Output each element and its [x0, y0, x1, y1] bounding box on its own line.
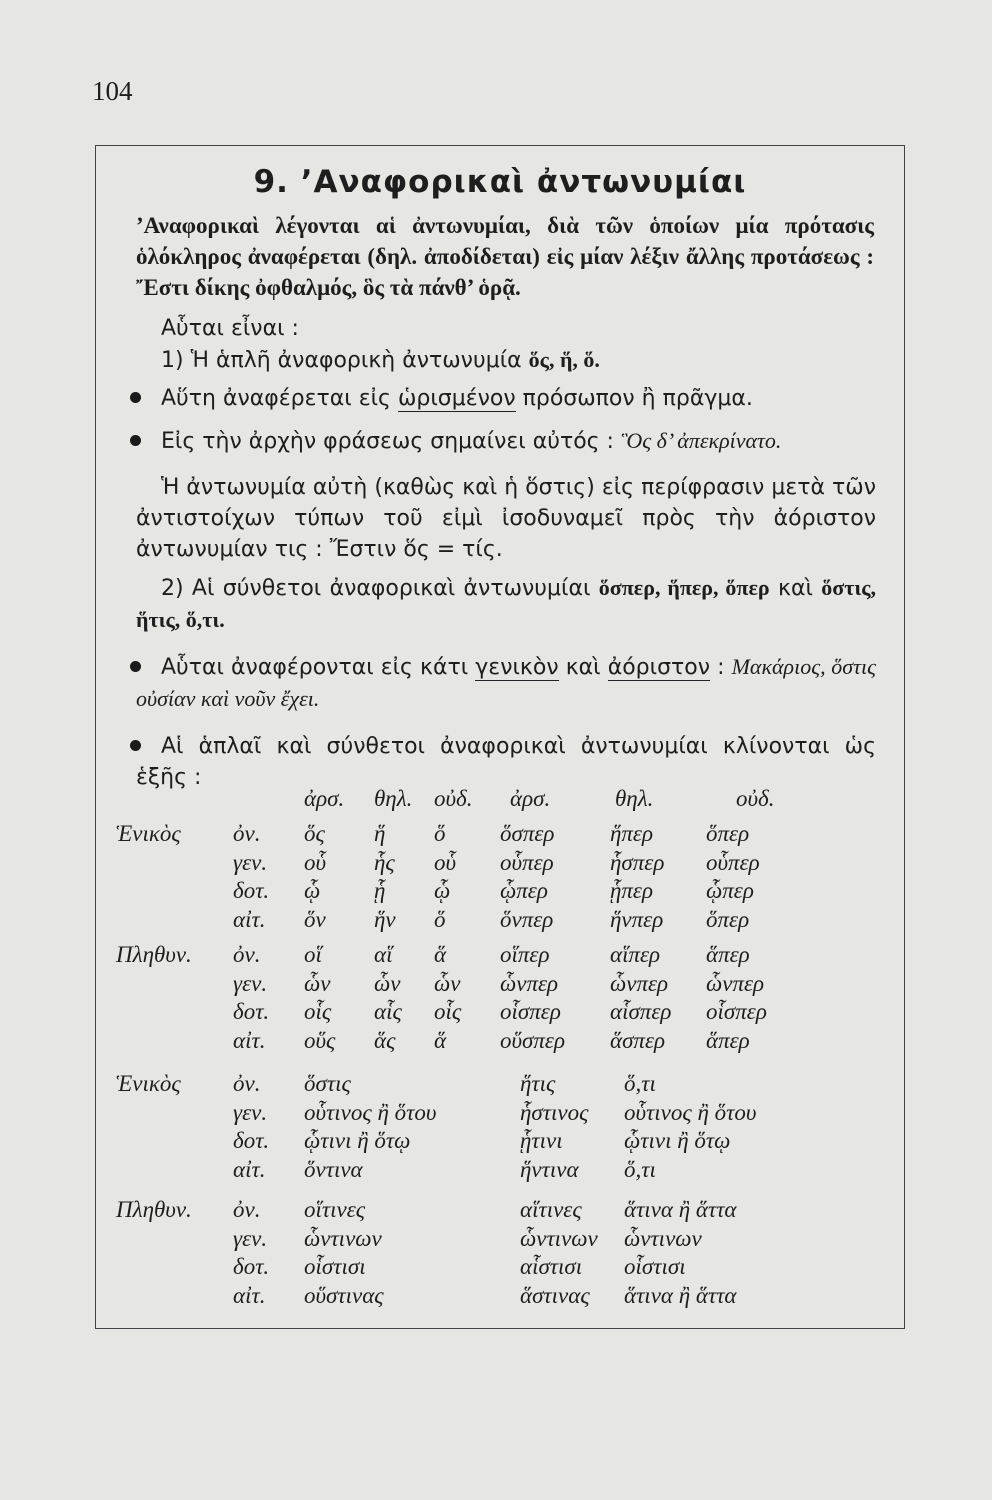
compound-forms-2: ὅστις, ἥτις, ὅ,τι. [136, 575, 876, 632]
declension-form: ὧν [434, 970, 461, 996]
bullet-text: καὶ [558, 655, 608, 680]
compound-paragraph [136, 572, 876, 636]
declension-form: ᾧ [304, 878, 321, 903]
declension-form: ὅστις [304, 1071, 351, 1096]
number-label: Πληθυν. [116, 1197, 192, 1222]
declension-form: οἷστισι [304, 1254, 366, 1279]
table-header: θηλ. [374, 786, 413, 811]
declension-form: οὕστινας [304, 1282, 384, 1308]
declension-form: ἧστινος [520, 1099, 589, 1125]
bullet-icon [130, 740, 141, 751]
declension-form: ἥνπερ [610, 906, 664, 932]
content-box [95, 145, 905, 1329]
declension-form: αἵπερ [610, 942, 661, 967]
case-label: γεν. [233, 1099, 268, 1125]
declension-form: ἧσπερ [610, 849, 665, 875]
declension-form: ἅτινα ἢ ἅττα [624, 1197, 737, 1222]
case-label: ὀν. [233, 942, 261, 967]
declension-form: οἵπερ [500, 942, 550, 967]
declension-form: ἅσπερ [610, 1027, 666, 1053]
declension-form: ἥν [374, 906, 396, 932]
case-label: ὀν. [233, 1197, 261, 1222]
number-label: Ἑνικὸς [116, 821, 181, 846]
declension-form: ὅπερ [706, 821, 750, 846]
table-header: οὐδ. [434, 786, 473, 811]
simple-pronoun-label: 1) Ἡ ἁπλῆ ἀναφορικὴ ἀντωνυμία [161, 348, 522, 373]
declension-form: οὗ [304, 849, 327, 875]
declension-form: ᾧπερ [706, 878, 754, 903]
declension-form: ᾧτινι ἢ ὅτῳ [624, 1128, 731, 1153]
declension-form: ὧνπερ [500, 970, 559, 996]
case-label: ὀν. [233, 1071, 261, 1096]
table-header: θηλ. [615, 786, 654, 811]
case-label: δοτ. [233, 878, 270, 903]
declension-form: οἵτινες [304, 1197, 366, 1222]
case-label: γεν. [233, 970, 268, 996]
simple-pronoun-line [161, 347, 600, 373]
declension-form: οἷς [434, 999, 462, 1024]
case-label: αἰτ. [233, 1282, 266, 1308]
compound-text: καὶ [769, 576, 822, 601]
number-label: Πληθυν. [116, 942, 192, 967]
declension-form: ἥπερ [610, 821, 654, 846]
declension-form: ὧντινων [520, 1225, 598, 1251]
bullet-icon [130, 661, 141, 672]
table-header: ἀρσ. [510, 786, 551, 811]
bullet-icon [130, 435, 141, 446]
bullet-beginning [130, 428, 781, 454]
declension-form: αἵτινες [520, 1197, 582, 1222]
declension-form: οὗτινος ἢ ὅτου [304, 1099, 437, 1125]
case-label: αἰτ. [233, 906, 266, 932]
declension-form: ᾗπερ [610, 878, 654, 903]
compound-forms-1: ὅσπερ, ἥπερ, ὅπερ [598, 575, 770, 600]
declension-form: οἷστισι [624, 1254, 686, 1279]
declension-form: οὗτινος ἢ ὅτου [624, 1099, 757, 1125]
declension-form: οὗπερ [500, 849, 554, 875]
declension-form: ὧνπερ [706, 970, 765, 996]
case-label: γεν. [233, 1225, 268, 1251]
declension-form: ὅν [304, 906, 326, 932]
declension-form: ἥντινα [520, 1156, 579, 1182]
case-label: αἰτ. [233, 1027, 266, 1053]
case-label: δοτ. [233, 999, 270, 1024]
declension-form: ὅνπερ [500, 906, 554, 932]
bullet-text: Αὗται ἀναφέρονται εἰς κάτι [161, 655, 476, 680]
declension-form: ὅντινα [304, 1156, 363, 1182]
bullet-text: Αὕτη ἀναφέρεται εἰς [161, 386, 398, 411]
bullet-text: πρόσωπον ἢ πρᾶγμα. [515, 386, 753, 411]
compound-text: 2) Αἱ σύνθετοι ἀναφορικαὶ ἀντωνυμίαι [161, 576, 599, 601]
declension-form: οἷσπερ [706, 999, 767, 1024]
declension-form: οὕς [304, 1027, 336, 1053]
example-text: Μακάριος, ὅστις οὐσίαν καὶ νοῦν ἔχει. [136, 654, 877, 711]
declension-form: ὧντινων [304, 1225, 382, 1251]
declension-form: οὗ [434, 849, 457, 875]
declension-form: αἷς [374, 999, 402, 1024]
case-label: δοτ. [233, 1128, 270, 1153]
declension-form: οἵ [304, 942, 322, 967]
bullet-icon [130, 392, 141, 403]
case-label: ὀν. [233, 821, 261, 846]
declension-form: ὧν [374, 970, 401, 996]
declension-form: ἅπερ [706, 1027, 750, 1053]
declension-form: ᾧπερ [500, 878, 548, 903]
declension-form: ὅ [434, 821, 446, 846]
declension-form: ᾧ [434, 878, 451, 903]
intro-paragraph: ’Αναφορικαὶ λέγονται αἱ ἀντωνυμίαι, διὰ τῶν ὁποίων μία πρότασις ὁλόκληρος ἀναφέρεται (δηλ. ἀποδίδεται) εἰς μίαν λέξιν ἄλλης προτάσεως : Ἔστι δίκης ὀφθαλμός, ὃς τὰ πάνθ’ ὁρᾷ. [136, 213, 874, 300]
are-line: Αὗται εἶναι : [161, 316, 299, 341]
declension-form: ὅπερ [706, 906, 750, 932]
case-label: γεν. [233, 849, 268, 875]
example-text: Ὃς δ’ ἀπεκρίνατο. [620, 428, 782, 453]
declension-form: ᾧτινι ἢ ὅτῳ [304, 1128, 411, 1153]
declension-form: ᾗ [374, 878, 386, 903]
declension-form: ὧντινων [624, 1225, 702, 1251]
table-header: ἀρσ. [304, 786, 345, 811]
bullet-text: Αἱ ἁπλαῖ καὶ σύνθετοι ἀναφορικαὶ ἀντωνυμίαι κλίνονται ὡς ἑξῆς : [136, 734, 876, 790]
page-number: 104 [92, 76, 133, 106]
underlined-word: ὡρισμένον [397, 386, 516, 411]
underlined-word: ἀόριστον [607, 655, 711, 680]
declension-form: οὕσπερ [500, 1027, 566, 1053]
declension-form: ἅ [434, 1027, 447, 1053]
declension-form: ἧς [374, 849, 395, 875]
declension-form: ὧν [304, 970, 331, 996]
declension-form: ἥτις [520, 1071, 556, 1096]
declension-form: ἥ [374, 821, 386, 846]
declension-form: ἅπερ [706, 942, 750, 967]
case-label: δοτ. [233, 1254, 270, 1279]
declension-form: ἅστινας [520, 1282, 590, 1308]
bullet-general [136, 651, 876, 715]
declension-form: οἷσπερ [500, 999, 561, 1024]
bullet-declension [136, 731, 876, 793]
declension-form: ἅς [374, 1027, 396, 1053]
declension-form: ὅ [434, 906, 446, 932]
declension-form: αἷσπερ [610, 999, 672, 1024]
declension-form: ᾗτινι [520, 1128, 563, 1153]
declension-form: ὅ,τι [624, 1071, 656, 1096]
declension-form: οἷς [304, 999, 332, 1024]
underlined-word: γενικὸν [475, 655, 559, 680]
declension-form: ὅ,τι [624, 1156, 656, 1182]
table-header: οὐδ. [736, 786, 775, 811]
declension-form: οὗπερ [706, 849, 760, 875]
case-label: αἰτ. [233, 1156, 266, 1182]
bullet-text: Εἰς τὴν ἀρχὴν φράσεως σημαίνει αὐτός : [161, 429, 621, 454]
declension-form: ὧνπερ [610, 970, 669, 996]
hostis-paragraph: Ἡ ἀντωνυμία αὐτὴ (καθὼς καὶ ἡ ὅστις) εἰς περίφρασιν μετὰ τῶν ἀντιστοίχων τύπων τοῦ εἰμὶ ἰσοδυναμεῖ πρὸς τὴν ἀόριστον ἀντωνυμίαν τις : Ἔστιν ὅς = τίς. [136, 475, 876, 562]
section-title: 9. ’Αναφορικαὶ ἀντωνυμίαι [253, 164, 747, 200]
number-label: Ἑνικὸς [116, 1071, 181, 1096]
simple-pronoun-forms: ὅς, ἥ, ὅ. [528, 347, 600, 372]
bullet-text: : [710, 655, 732, 680]
declension-form: ὅς [304, 821, 325, 846]
declension-form: ἅτινα ἢ ἅττα [624, 1282, 737, 1308]
declension-form: ἅ [434, 942, 447, 967]
declension-form: αἷστισι [520, 1254, 583, 1279]
bullet-definite [130, 386, 753, 411]
declension-form: ὅσπερ [500, 821, 555, 846]
declension-form: αἵ [374, 942, 393, 967]
